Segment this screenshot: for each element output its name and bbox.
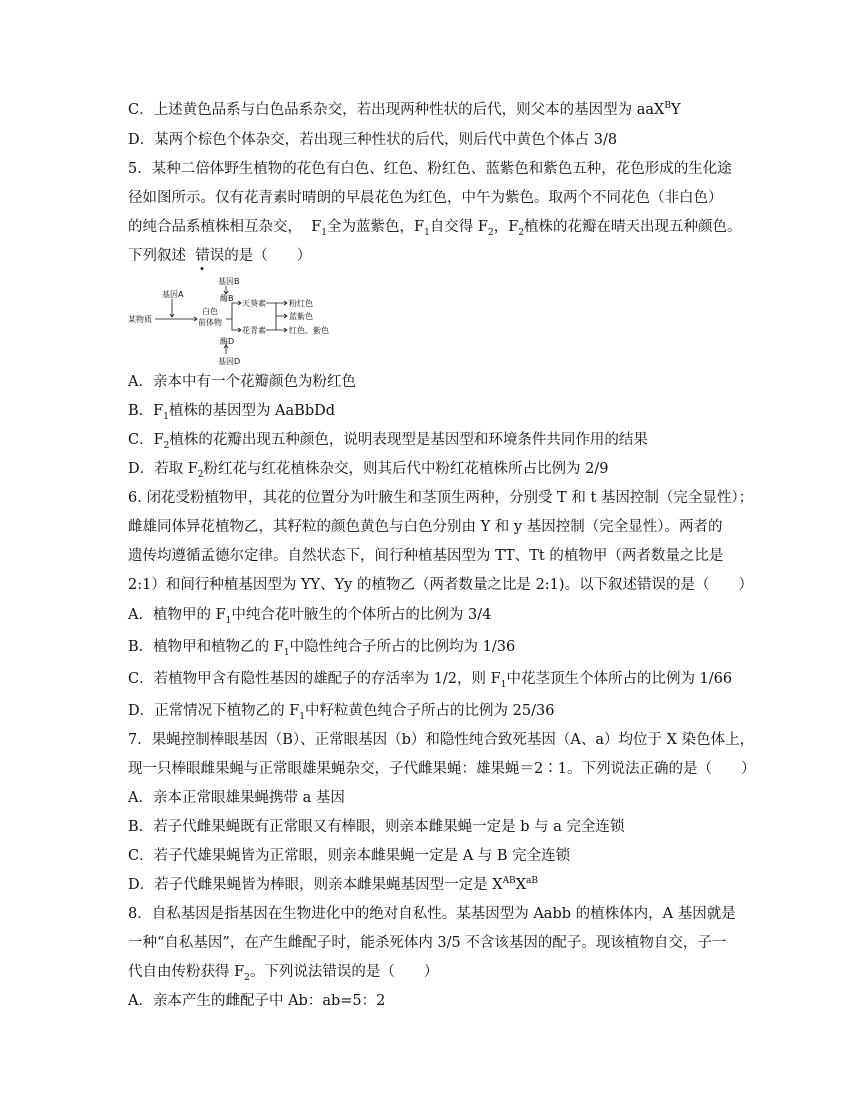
precursor-label-2: 前体物	[198, 318, 222, 327]
flavone-label: 天葵素	[242, 299, 266, 308]
red-purple-label: 红色、紫色	[289, 326, 329, 335]
enzyme-b-label: 酶B	[220, 294, 234, 303]
q8-stem-line-3: 代自由传粉获得 $F_2$。下列说法错误的是（ ）	[128, 964, 439, 983]
q5-stem-line-4: 下列叙述 错误的是（ ）	[128, 248, 312, 264]
pink-label: 粉红色	[289, 299, 313, 308]
q6-option-c: C．若植物甲含有隐性基因的雄配子的存活率为 1/2，则 $F_1$中花茎顶生个体所占的比例为 1/66	[128, 671, 733, 690]
q5-stem-line-2: 径如图所示。仅有花青素时晴朗的早晨花色为红色，中午为紫色。取两个不同花色（非白色）	[128, 190, 723, 206]
q7-option-b: B．若子代雌果蝇既有正常眼又有棒眼，则亲本雌果蝇一定是 b 与 a 完全连锁	[128, 819, 625, 835]
q4-option-d: D．某两个棕色个体杂交，若出现三种性状的后代，则后代中黄色个体占 3/8	[128, 132, 618, 148]
q6-option-d: D．正常情况下植物乙的 $F_1$中籽粒黄色纯合子所占的比例为 25/36	[128, 703, 555, 722]
upper-branch	[226, 303, 240, 319]
enzyme-d-label: 酶D	[220, 337, 235, 346]
q5-option-b: B．$F_1$植株的基因型为 AaBbDd	[128, 403, 336, 422]
q8-stem-line-2: 一种“自私基因”，在产生雌配子时，能杀死体内 3/5 不含该基因的配子。现该植物自交，子一	[128, 935, 727, 951]
q4-option-c: C．上述黄色品系与白色品系杂交，若出现两种性状的后代，则父本的基因型为 aaX$^B$Y	[128, 101, 681, 118]
gene-b-label: 基因B	[218, 277, 240, 286]
q5-stem-line-1: 5．某种二倍体野生植物的花色有白色、红色、粉红色、蓝紫色和紫色五种，花色形成的生化途	[128, 161, 732, 177]
gene-d-label: 基因D	[218, 357, 241, 366]
q6-option-b: B．植物甲和植物乙的 $F_1$中隐性纯合子所占的比例均为 1/36	[128, 639, 516, 658]
anthocyanin-label: 花青素	[242, 326, 266, 335]
q5-option-c: C．$F_2$植株的花瓣出现五种颜色，说明表现型是基因型和环境条件共同作用的结果	[128, 432, 648, 451]
q5-option-a: A．亲本中有一个花瓣颜色为粉红色	[128, 374, 356, 390]
q5-stem-line-3: 的纯合品系植株相互杂交， $F_1$全为蓝紫色，$F_1$自交得 $F_2$，$F_2$植株的花瓣在晴天出现五种颜色。	[128, 219, 742, 238]
gene-a-label: 基因A	[162, 290, 184, 299]
q6-stem-line-1: 6. 闭花受粉植物甲，其花的位置分为叶腋生和茎顶生两种，分别受 T 和 t 基因控制（完全显性）；	[128, 490, 754, 506]
q6-option-a: A．植物甲的 $F_1$中纯合花叶腋生的个体所占的比例为 3/4	[128, 607, 492, 626]
substance-label: 某物质	[128, 315, 152, 324]
q6-stem-line-3: 遗传均遵循孟德尔定律。自然状态下，间行种植基因型为 TT、Tt 的植物甲（两者数量之比是	[128, 548, 724, 564]
q7-stem-line-1: 7．果蝇控制棒眼基因（B）、正常眼基因（b）和隐性纯合致死基因（A、a）均位于 X 染色体上，	[128, 732, 755, 748]
q7-option-a: A．亲本正常眼雄果蝇携带 a 基因	[128, 790, 345, 806]
emphasis-mark: 错	[195, 248, 210, 264]
q7-option-d: D．若子代雌果蝇皆为棒眼，则亲本雌果蝇基因型一定是 $X^{AB}X^{aB}$	[128, 876, 538, 893]
q7-option-c: C．若子代雄果蝇皆为正常眼，则亲本雌果蝇一定是 A 与 B 完全连锁	[128, 848, 571, 864]
q8-stem-line-1: 8．自私基因是指基因在生物进化中的绝对自私性。某基因型为 Aabb 的植株体内，A 基因就是	[128, 906, 736, 922]
q7-stem-line-2: 现一只棒眼雌果蝇与正常眼雄果蝇杂交，子代雌果蝇：雄果蝇＝2∶1。下列说法正确的是（ ）	[128, 761, 756, 777]
precursor-label-1: 白色	[202, 307, 218, 316]
blue-purple-label: 蓝紫色	[289, 312, 313, 321]
flower-color-pathway-diagram	[128, 276, 348, 366]
q8-option-a: A．亲本产生的雌配子中 Ab：ab=5：2	[128, 993, 386, 1009]
q5-option-d: D．若取 $F_2$粉红花与红花植株杂交，则其后代中粉红花植株所占比例为 2/9	[128, 461, 609, 480]
q6-stem-line-2: 雌雄同体异花植物乙，其籽粒的颜色黄色与白色分别由 Y 和 y 基因控制（完全显性）。两者的	[128, 519, 723, 535]
q6-stem-line-4: 2:1）和间行种植基因型为 YY、Yy 的植物乙（两者数量之比是 2:1)。以下叙述错误的是（ ）	[128, 577, 754, 593]
